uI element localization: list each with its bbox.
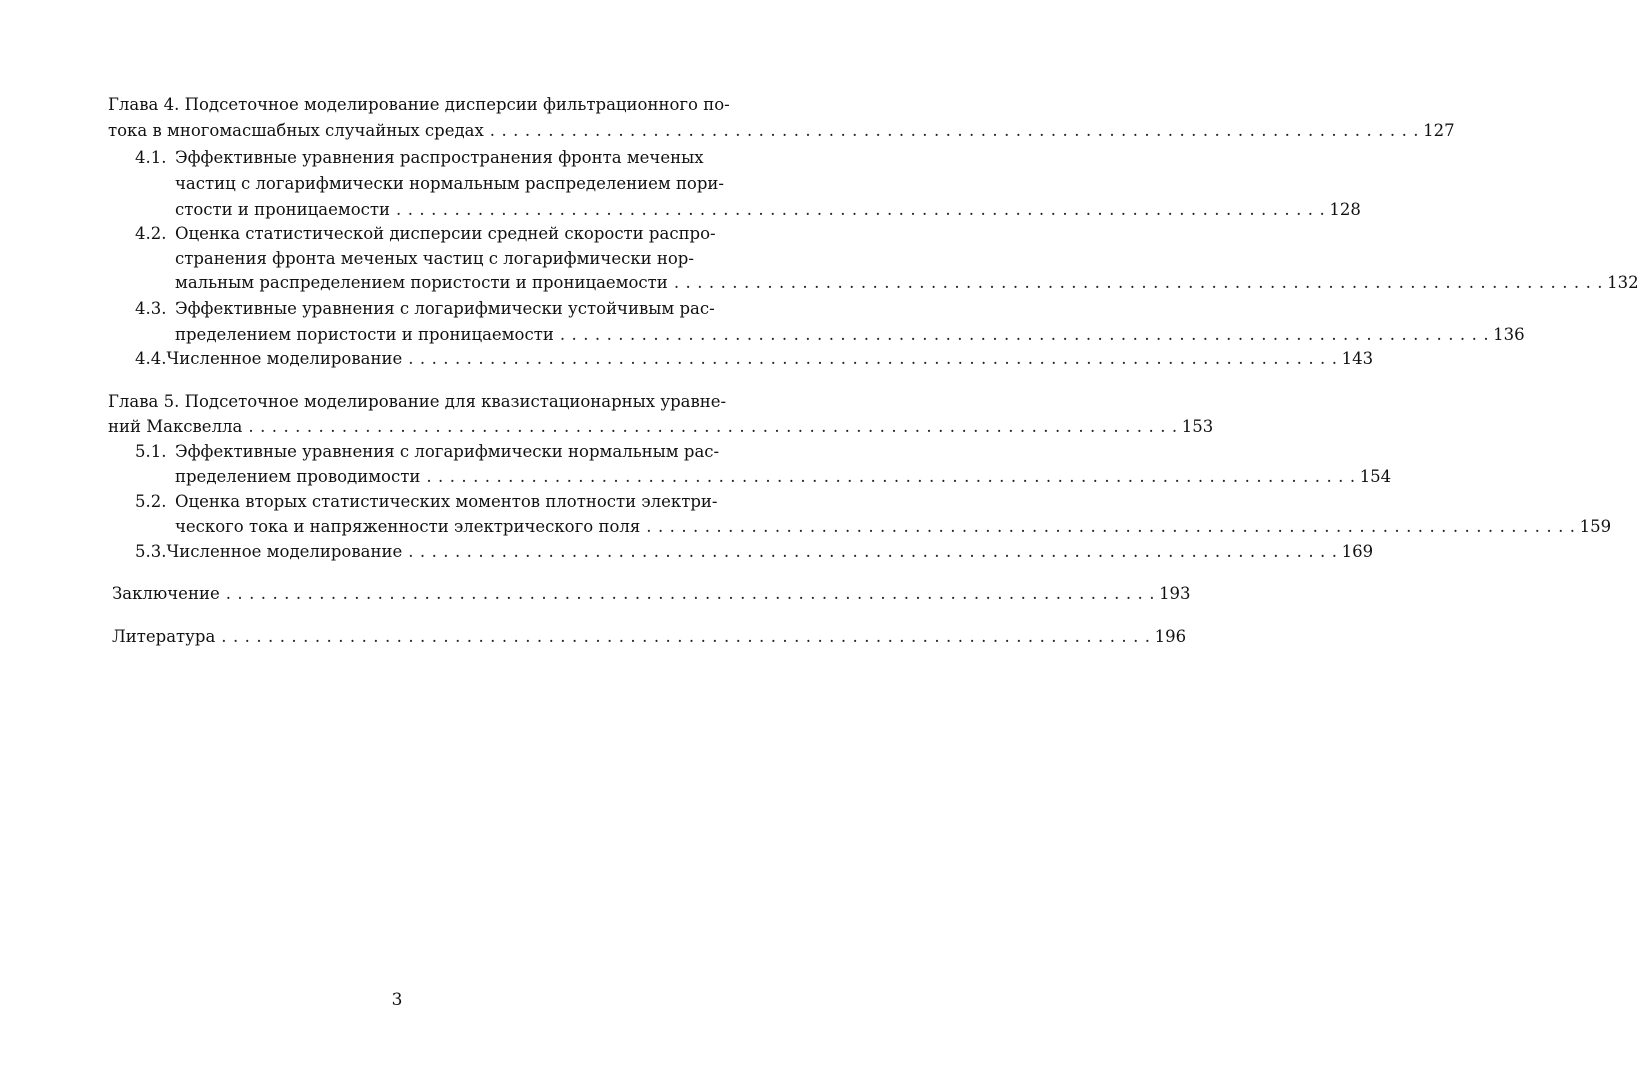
toc-chapter4-line2[interactable] <box>108 118 1455 144</box>
section-4-3-title-line1: Эффективные уравнения с логарифмически устойчивым рас- <box>175 299 715 318</box>
chapter5-title-line2: ний Максвелла <box>108 417 243 436</box>
chapter5-title-line1: Глава 5. Подсеточное моделирование для квазистационарных уравне- <box>108 392 727 411</box>
section-4-4-number: 4.4. <box>135 349 167 368</box>
section-5-3-number: 5.3. <box>135 542 167 561</box>
chapter5-page: 153 <box>1181 417 1214 436</box>
toc-section-4-4[interactable] <box>135 346 1374 372</box>
conclusion-title: Заключение <box>112 584 220 603</box>
toc-section-4-1-line2 <box>175 171 724 197</box>
leader-dots: . . . . . . . . . . . . . . . . . . . . . . . . . . . . . . . . . . . . . . . . . . . . . . . . . . . . . . . . . . . . . . . . . . . . . . . . . . . . . . . . <box>673 273 1604 292</box>
section-5-1-title-line1: Эффективные уравнения с логарифмически нормальным рас- <box>175 442 720 461</box>
leader-dots: . . . . . . . . . . . . . . . . . . . . . . . . . . . . . . . . . . . . . . . . . . . . . . . . . . . . . . . . . . . . . . . . . . . . . . . . . . . . . . . . <box>408 542 1338 561</box>
conclusion-page: 193 <box>1159 584 1191 603</box>
toc-chapter5-line1 <box>108 389 726 415</box>
toc-section-5-3[interactable] <box>135 539 1374 565</box>
toc-conclusion[interactable] <box>112 581 1191 607</box>
toc-section-4-3-line2[interactable] <box>175 322 1525 348</box>
section-4-1-number: 4.1. <box>135 148 167 167</box>
section-4-3-title-last: пределением пористости и проницаемости <box>175 325 554 344</box>
toc-section-5-1-line1 <box>135 439 719 465</box>
toc-section-4-2-line1 <box>135 221 716 247</box>
toc-section-5-2-line1 <box>135 489 717 515</box>
section-5-2-title-last: ческого тока и напряженности электрического поля <box>175 517 641 536</box>
page-number: 3 <box>391 990 403 1010</box>
section-4-3-number: 4.3. <box>135 299 167 318</box>
section-4-2-page: 132 <box>1607 273 1639 292</box>
section-5-2-title-line1: Оценка вторых статистических моментов плотности электри- <box>175 492 718 511</box>
section-4-2-title-line2: странения фронта меченых частиц с логарифмически нор- <box>175 249 694 268</box>
chapter4-title-line1: Глава 4. Подсеточное моделирование дисперсии фильтрационного по- <box>108 95 730 114</box>
toc-chapter4-line1 <box>108 92 730 118</box>
section-4-1-title-line2: частиц с логарифмически нормальным распределением пори- <box>175 174 725 193</box>
section-5-3-page: 169 <box>1341 542 1374 561</box>
toc-literature[interactable] <box>112 624 1187 650</box>
toc-section-4-2-line2 <box>175 246 694 272</box>
toc-section-5-2-line2[interactable] <box>175 514 1612 540</box>
leader-dots: . . . . . . . . . . . . . . . . . . . . . . . . . . . . . . . . . . . . . . . . . . . . . . . . . . . . . . . . . . . . . . . . . . . . . . . . . . . . . . . . <box>225 584 1156 603</box>
leader-dots: . . . . . . . . . . . . . . . . . . . . . . . . . . . . . . . . . . . . . . . . . . . . . . . . . . . . . . . . . . . . . . . . . . . . . . . . . . . . . . . . <box>248 417 1178 436</box>
section-5-1-number: 5.1. <box>135 442 167 461</box>
leader-dots: . . . . . . . . . . . . . . . . . . . . . . . . . . . . . . . . . . . . . . . . . . . . . . . . . . . . . . . . . . . . . . . . . . . . . . . . . . . . . . . . <box>646 517 1576 536</box>
literature-title: Литература <box>112 627 216 646</box>
section-4-3-page: 136 <box>1493 325 1525 344</box>
section-4-1-page: 128 <box>1329 200 1361 219</box>
chapter4-title-line2: тока в многомасшабных случайных средах <box>108 121 484 140</box>
section-4-4-title: Численное моделирование <box>166 349 403 368</box>
section-4-4-page: 143 <box>1341 349 1374 368</box>
leader-dots: . . . . . . . . . . . . . . . . . . . . . . . . . . . . . . . . . . . . . . . . . . . . . . . . . . . . . . . . . . . . . . . . . . . . . . . . . . . . . . . . <box>408 349 1338 368</box>
leader-dots: . . . . . . . . . . . . . . . . . . . . . . . . . . . . . . . . . . . . . . . . . . . . . . . . . . . . . . . . . . . . . . . . . . . . . . . . . . . . . . . . <box>559 325 1490 344</box>
literature-page: 196 <box>1154 627 1187 646</box>
section-5-3-title: Численное моделирование <box>166 542 403 561</box>
toc-section-4-2-line3[interactable] <box>175 270 1639 296</box>
toc-section-4-3-line1 <box>135 296 715 322</box>
section-5-1-page: 154 <box>1359 467 1392 486</box>
section-5-2-page: 159 <box>1579 517 1612 536</box>
section-4-1-title-line1: Эффективные уравнения распространения фронта меченых <box>175 148 704 167</box>
leader-dots: . . . . . . . . . . . . . . . . . . . . . . . . . . . . . . . . . . . . . . . . . . . . . . . . . . . . . . . . . . . . . . . . . . . . . . . . . . . . . . . . <box>221 627 1151 646</box>
chapter4-page: 127 <box>1423 121 1455 140</box>
leader-dots: . . . . . . . . . . . . . . . . . . . . . . . . . . . . . . . . . . . . . . . . . . . . . . . . . . . . . . . . . . . . . . . . . . . . . . . . . . . . . . . . <box>396 200 1326 219</box>
section-5-2-number: 5.2. <box>135 492 167 511</box>
toc-section-4-1-line3[interactable] <box>175 197 1361 223</box>
leader-dots: . . . . . . . . . . . . . . . . . . . . . . . . . . . . . . . . . . . . . . . . . . . . . . . . . . . . . . . . . . . . . . . . . . . . . . . . . . . . . . . . <box>489 121 1420 140</box>
section-4-1-title-last: стости и проницаемости <box>175 200 390 219</box>
section-4-2-title-line1: Оценка статистической дисперсии средней скорости распро- <box>175 224 716 243</box>
section-4-2-number: 4.2. <box>135 224 167 243</box>
section-5-1-title-last: пределением проводимости <box>175 467 421 486</box>
leader-dots: . . . . . . . . . . . . . . . . . . . . . . . . . . . . . . . . . . . . . . . . . . . . . . . . . . . . . . . . . . . . . . . . . . . . . . . . . . . . . . . . <box>426 467 1356 486</box>
toc-chapter5-line2[interactable] <box>108 414 1214 440</box>
section-4-2-title-last: мальным распределением пористости и проницаемости <box>175 273 668 292</box>
toc-section-5-1-line2[interactable] <box>175 464 1392 490</box>
toc-section-4-1-line1 <box>135 145 704 171</box>
